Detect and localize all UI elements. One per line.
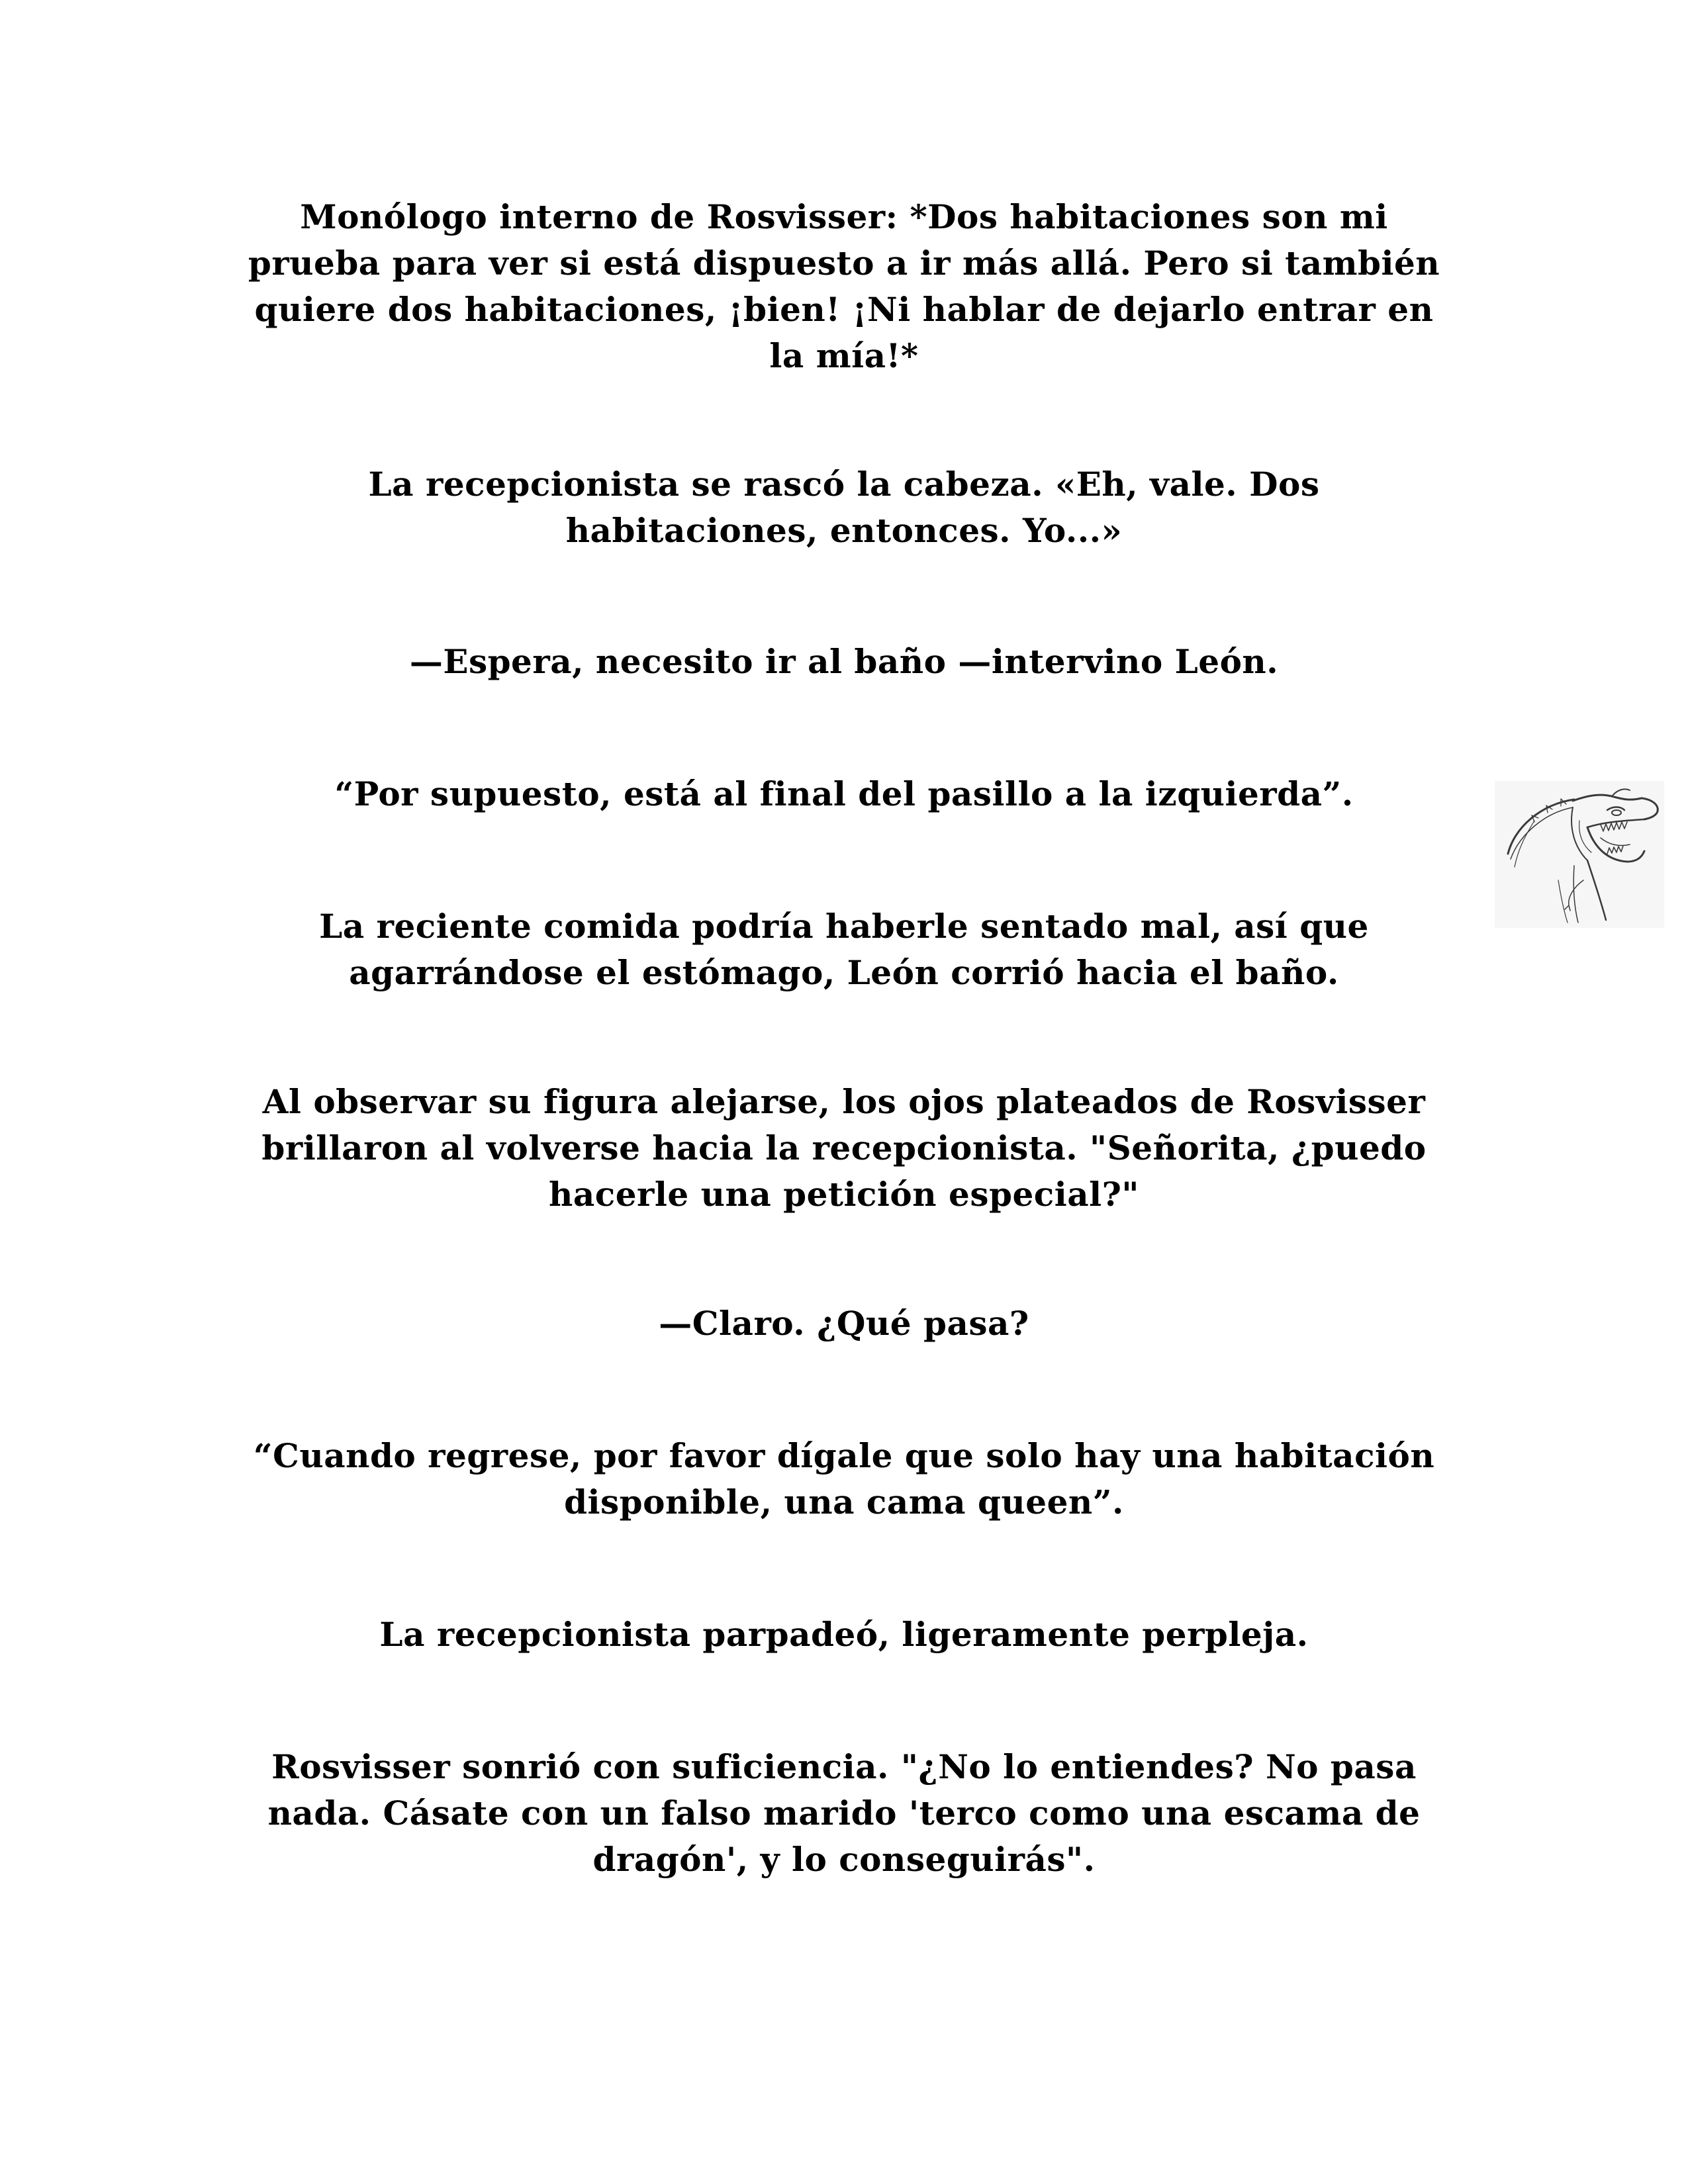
text-line: —Espera, necesito ir al baño —intervino León. (409, 642, 1279, 681)
text-line: agarrándose el estómago, León corrió hacia el baño. (349, 953, 1339, 992)
paragraph-leon-runs (218, 903, 1470, 996)
text-line: Al observar su figura alejarse, los ojos plateados de Rosvisser (262, 1082, 1426, 1121)
text-line: quiere dos habitaciones, ¡bien! ¡Ni hablar de dejarlo entrar en (254, 290, 1434, 329)
text-line: brillaron al volverse hacia la recepcionista. "Señorita, ¿puedo (261, 1128, 1427, 1167)
text-line: “Por supuesto, está al final del pasillo a la izquierda”. (334, 774, 1354, 813)
text-line: Rosvisser sonrió con suficiencia. "¿No lo entiendes? No pasa (271, 1747, 1417, 1786)
paragraph-monologue (218, 194, 1470, 379)
text-line: La reciente comida podría haberle sentado mal, así que (319, 907, 1369, 946)
paragraph-rosvisser-request (218, 1079, 1470, 1218)
text-line: hacerle una petición especial?" (549, 1175, 1139, 1214)
paragraph-receptionist-scratch (218, 461, 1470, 554)
text-line: habitaciones, entonces. Yo...» (565, 511, 1123, 550)
paragraph-receptionist-blinks (218, 1612, 1470, 1658)
text-line: disponible, una cama queen”. (564, 1482, 1124, 1522)
text-line: La recepcionista parpadeó, ligeramente perpleja. (379, 1615, 1309, 1654)
text-line: “Cuando regrese, por favor dígale que solo hay una habitación (253, 1436, 1435, 1475)
text-line: —Claro. ¿Qué pasa? (659, 1304, 1029, 1343)
text-line: Monólogo interno de Rosvisser: *Dos habitaciones son mi (300, 197, 1388, 236)
paragraph-hallway-directions (218, 771, 1470, 817)
paragraph-claro (218, 1300, 1470, 1347)
text-line: La recepcionista se rascó la cabeza. «Eh, vale. Dos (368, 465, 1320, 504)
text-line: dragón', y lo conseguirás". (592, 1840, 1096, 1879)
paragraph-one-room (218, 1433, 1470, 1525)
text-line: nada. Cásate con un falso marido 'terco como una escama de (267, 1794, 1421, 1833)
text-line: la mía!* (769, 336, 919, 375)
paragraph-rosvisser-smirk (218, 1744, 1470, 1883)
text-line: prueba para ver si está dispuesto a ir más allá. Pero si también (248, 244, 1440, 283)
paragraph-leon-bathroom (218, 639, 1470, 685)
dragon-head-sketch-icon (1495, 781, 1664, 928)
